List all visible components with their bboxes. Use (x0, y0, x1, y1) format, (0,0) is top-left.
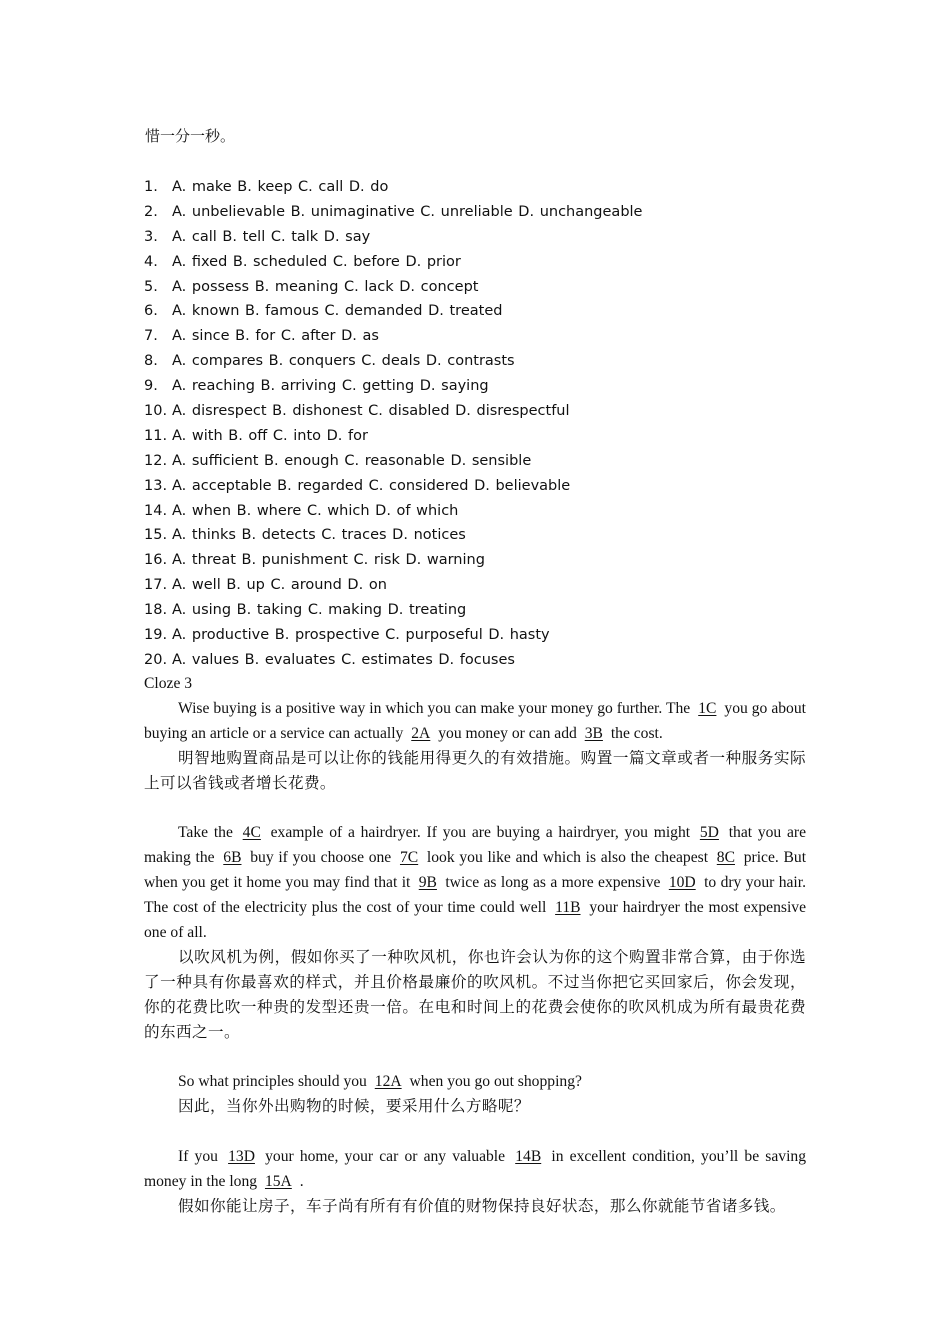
text-run: If you (178, 1148, 218, 1166)
option-number: 14. (144, 502, 168, 519)
option-text: A. well B. up C. around D. on (172, 577, 387, 594)
intro-line: 惜一分一秒。 (145, 129, 236, 145)
option-number: 15. (144, 527, 168, 544)
option-number: 11. (144, 427, 168, 444)
text-run: . (299, 1173, 304, 1191)
option-item (144, 548, 824, 573)
text-run: you money or can add (438, 724, 577, 742)
cloze-article (144, 672, 806, 1220)
text-run: twice as long as a more expensive (445, 874, 661, 892)
text-run: So what principles should you (178, 1073, 367, 1091)
cloze-heading: Cloze 3 (144, 675, 193, 692)
answer-blank-9: 9B (418, 874, 437, 892)
option-number: 12. (144, 452, 168, 469)
translation-2: 以吹风机为例，假如你买了一种吹风机，你也许会认为你的这个购置非常合算，由于你选了一种具有你最喜欢的样式，并且价格最廉价的吹风机。不过当你把它买回家后，你会发现，你的花费比吹一种贵的发型还贵一倍。在电和时间上的花费会使你的吹风机成为所有最贵花费的东西之一。 (144, 948, 806, 1041)
option-text: A. fixed B. scheduled C. before D. prior (172, 253, 461, 270)
answer-blank-10: 10D (668, 874, 696, 892)
option-text: A. with B. off C. into D. for (172, 427, 368, 444)
answer-blank-5: 5D (699, 824, 719, 842)
option-number: 6. (144, 303, 158, 320)
option-number: 17. (144, 577, 168, 594)
option-item (144, 299, 824, 324)
option-text: A. using B. taking C. making D. treating (172, 602, 467, 619)
text-run: Wise buying is a positive way in which you can make your money go further. The (178, 699, 691, 717)
text-run: the cost. (610, 724, 663, 742)
option-text: A. thinks B. detects C. traces D. notices (172, 527, 466, 544)
answer-blank-2: 2A (411, 724, 431, 742)
option-number: 7. (144, 328, 158, 345)
option-text: A. values B. evaluates C. estimates D. focuses (172, 651, 515, 668)
option-number: 9. (144, 378, 158, 395)
option-text: A. call B. tell C. talk D. say (172, 228, 371, 245)
option-number: 13. (144, 477, 168, 494)
option-item (144, 275, 824, 300)
option-item (144, 474, 824, 499)
option-item (144, 598, 824, 623)
paragraph-1 (144, 697, 806, 747)
option-text: A. sufficient B. enough C. reasonable D. sensible (172, 452, 532, 469)
option-text: A. make B. keep C. call D. do (172, 179, 389, 195)
text-run: your home, your car or any valuable (265, 1148, 506, 1166)
option-number: 4. (144, 253, 158, 270)
answer-blank-1: 1C (698, 699, 717, 717)
option-number: 20. (144, 651, 168, 668)
blank-line (144, 1046, 806, 1071)
option-number: 3. (144, 228, 158, 245)
option-item (144, 523, 824, 548)
option-number: 18. (144, 602, 168, 619)
option-text: A. since B. for C. after D. as (172, 328, 379, 345)
answer-blank-12: 12A (374, 1073, 402, 1091)
answer-blank-3: 3B (584, 724, 603, 742)
text-run: buy if you choose one (250, 849, 392, 867)
answer-blank-7: 7C (399, 849, 419, 867)
option-item (144, 349, 824, 374)
option-text: A. known B. famous C. demanded D. treated (172, 303, 503, 320)
text-run: Take the (178, 824, 233, 842)
option-text: A. unbelievable B. unimaginative C. unreliable D. unchangeable (172, 203, 643, 220)
paragraph-2 (144, 821, 806, 946)
option-item (144, 399, 824, 424)
blank-line (144, 797, 806, 822)
option-item (144, 225, 824, 250)
option-item (144, 175, 824, 200)
text-run: when you go out shopping? (409, 1073, 582, 1091)
option-number: 16. (144, 552, 168, 569)
text-run: look you like and which is also the cheapest (426, 849, 709, 867)
option-text: A. reaching B. arriving C. getting D. saying (172, 378, 489, 395)
text-run: price. But when you get it home you may find that it (144, 849, 807, 892)
answer-blank-14: 14B (515, 1148, 542, 1166)
option-text: A. compares B. conquers C. deals D. contrasts (172, 353, 515, 370)
text-run: your hairdryer the most expensive one of all. (144, 899, 807, 942)
option-text: A. possess B. meaning C. lack D. concept (172, 278, 479, 295)
option-number: 5. (144, 278, 158, 295)
option-number: 10. (144, 403, 168, 420)
text-run: that you are making the (144, 824, 807, 867)
option-text: A. acceptable B. regarded C. considered D. believable (172, 477, 571, 494)
option-item (144, 573, 824, 598)
option-item (144, 424, 824, 449)
answer-blank-15: 15A (264, 1173, 292, 1191)
option-item (144, 499, 824, 524)
option-text: A. productive B. prospective C. purposeful D. hasty (172, 627, 550, 644)
option-text: A. when B. where C. which D. of which (172, 502, 459, 519)
option-item (144, 250, 824, 275)
text-run: example of a hairdryer. If you are buying a hairdryer, you might (270, 824, 691, 842)
answer-blank-11: 11B (555, 899, 581, 917)
paragraph-4 (144, 1145, 806, 1195)
option-number: 2. (144, 203, 158, 220)
options-list (144, 175, 824, 673)
paragraph-3 (144, 1070, 806, 1095)
answer-blank-6: 6B (223, 849, 242, 867)
option-item (144, 648, 824, 673)
option-number: 8. (144, 353, 158, 370)
answer-blank-13: 13D (228, 1148, 255, 1166)
option-number: 1. (144, 179, 158, 195)
option-item (144, 623, 824, 648)
translation-1: 明智地购置商品是可以让你的钱能用得更久的有效措施。购置一篇文章或者一种服务实际上可以省钱或者增长花费。 (144, 749, 806, 792)
translation-4: 假如你能让房子，车子尚有所有有价值的财物保持良好状态，那么你就能节省诸多钱。 (178, 1197, 786, 1215)
option-item (144, 449, 824, 474)
blank-line (144, 1120, 806, 1145)
option-text: A. threat B. punishment C. risk D. warning (172, 552, 485, 569)
text-run: you go about buying an article or a service can actually (144, 699, 806, 742)
answer-blank-8: 8C (716, 849, 735, 867)
answer-blank-4: 4C (242, 824, 261, 842)
text-run: to dry your hair. The cost of the electricity plus the cost of your time could well (144, 874, 806, 917)
option-item (144, 200, 824, 225)
option-number: 19. (144, 627, 168, 644)
option-text: A. disrespect B. dishonest C. disabled D. disrespectful (172, 403, 570, 420)
option-item (144, 374, 824, 399)
text-run: in excellent condition, you’ll be saving money in the long (144, 1148, 806, 1191)
translation-3: 因此，当你外出购物的时候，要采用什么方略呢？ (178, 1098, 530, 1116)
option-item (144, 324, 824, 349)
